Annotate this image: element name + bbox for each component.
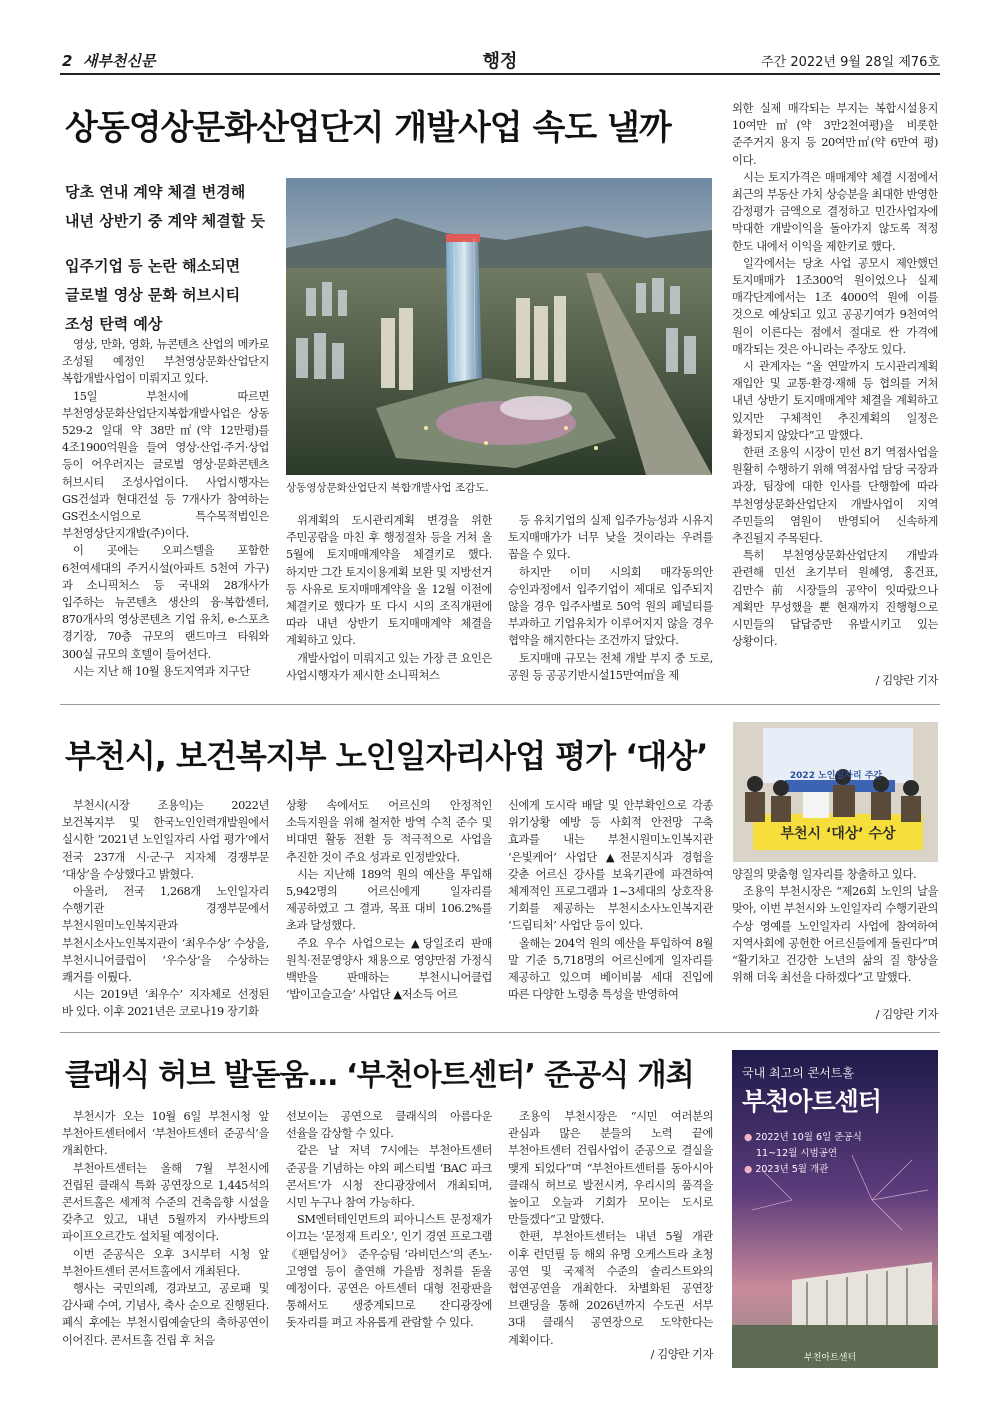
paragraph: 부천시(시장 조용익)는 2022년 보건복지부 및 한국노인인력개발원에서 실시한 ‘2021년 노인일자리 사업 평가’에서 전국 237개 시·군·구 지자체 경쟁부문 ‘대상’을 수상했다고 밝혔다. <box>62 799 269 881</box>
section-divider <box>60 1032 940 1033</box>
paragraph: 부천아트센터는 올해 7월 부천시에 건립된 클래식 특화 공연장으로 1,445석의 콘서트홀은 세계적 수준의 건축음향 시설을 갖추고 있고, 내년 5월까지 카사방트의 파이프오르간도 설치될 예정이다. <box>62 1161 269 1244</box>
article3-col1 <box>62 1108 269 1362</box>
issue-info: 주간 2022년 9월 28일 제76호 <box>761 55 940 70</box>
paragraph: 개발사업이 미뤄지고 있는 가장 큰 요인은 사업시행자가 제시한 소니픽쳐스 <box>286 651 492 682</box>
paragraph: 행사는 국민의례, 경과보고, 공로패 및 감사패 수여, 기념사, 축사 순으로 진행된다. 폐식 후에는 부천시립예술단의 축하공연이 이어진다. 콘서트홀 건립 후 처음 <box>62 1282 269 1347</box>
article3-byline: / 김양란 기자 <box>650 1348 713 1361</box>
article3-headline: 클래식 허브 발돋움… ‘부천아트센터’ 준공식 개최 <box>65 1058 694 1093</box>
paragraph: 특히 부천영상문화산업단지 개발과 관련해 민선 초기부터 원혜영, 홍건표, 김만수 前 시장들의 공약이 잇따랐으나 계획만 무성했을 뿐 현재까지 진행형으로 시민들의 답답증만 유발시키고 있는 상황이다. <box>732 549 938 649</box>
paragraph: 시는 토지가격은 매매계약 체결 시점에서 최근의 부동산 가치 상승분을 최대한 반영한 감정평가 금액으로 결정하고 민간사업자에 막대한 개발이익을 돌아가지 않도록 적정 한도 내에서 이익을 제한키로 했다. <box>732 170 938 253</box>
paragraph: 등 유치기업의 실제 입주가능성과 시유지 토지매매가가 너무 낮을 것이라는 우려를 꼽을 수 있다. <box>508 514 713 562</box>
photo-banner-top: 2022 노인일자리 주간 <box>789 771 883 781</box>
poster-kicker: 국내 최고의 콘서트홀 <box>742 1066 854 1080</box>
paragraph: 영상, 만화, 영화, 뉴콘텐츠 산업의 메카로 조성될 예정인 부천영상문화산업단지 복합개발사업이 미뤄지고 있다. <box>62 338 269 386</box>
subhead: 입주기업 등 논란 해소되면 <box>65 257 241 275</box>
article2-col4 <box>732 866 938 1011</box>
article3-col2 <box>286 1108 492 1362</box>
subhead: 글로벌 영상 문화 허브시티 <box>65 286 241 304</box>
poster-schedule-item: 11~12월 시범공연 <box>756 1148 838 1159</box>
paragraph: SM엔터테인먼트의 피아니스트 문정재가 이끄는 ‘문정재 트리오’, 인기 경연 프로그램 《팬텀싱어》 준우승팀 ‘라비던스’의 존노·고영열 등이 출연해 가을밤 정취를 돋울 예정이다. 공연은 아트센터 대형 전광판을 통해서도 생중계되므로 잔디광장에 돗자리를 펴고 자유롭게 관람할 수 있다. <box>286 1213 492 1330</box>
paragraph: 신에게 도시락 배달 및 안부확인으로 각종 위기상황 예방 등 사회적 안전망 구축 효과를 내는 부천시원미노인복지관 ‘은빛케어’ 사업단 ▲전문지식과 경험을 갖춘 어르신 강사를 보육기관에 파견하여 체계적인 프로그램과 1~3세대의 상호작용 기회를 제공하는 부천시소사노인복지관 ‘드림티처’ 사업단 등이 있다. <box>508 799 713 933</box>
poster-schedule-item: ● 2022년 10월 6일 준공식 <box>744 1132 862 1143</box>
paragraph: 시는 지난해 189억 원의 예산을 투입해 5,942명의 어르신에게 일자리를 제공하였고 그 결과, 목표 대비 106.2%를 초과 달성했다. <box>286 867 492 933</box>
subhead: 당초 연내 계약 체결 변경해 <box>65 183 246 201</box>
article2-byline: / 김양란 기자 <box>875 1008 938 1021</box>
article2-col1 <box>62 797 269 1025</box>
article2-headline: 부천시, 보건복지부 노인일자리사업 평가 ‘대상’ <box>65 737 708 775</box>
paragraph: 외한 실제 매각되는 부지는 복합시설용지 10여만㎡(약 3만2천여평)을 비롯한 준주거지 용지 등 20여만㎡(약 6만여 평)이다. <box>732 102 938 167</box>
subhead: 내년 상반기 중 계약 체결할 듯 <box>65 212 265 230</box>
article1-col1 <box>62 336 269 688</box>
article1-byline: / 김양란 기자 <box>875 674 938 687</box>
section-title: 행정 <box>482 51 518 72</box>
art-center-poster <box>732 1050 938 1368</box>
paragraph: 올해는 204억 원의 예산을 투입하여 8월 말 기준 5,718명의 어르신에게 일자리를 제공하고 있으며 베이비붐 세대 진입에 따른 다양한 노령층 특성을 반영하여 <box>508 936 713 1002</box>
paragraph: 부천시가 오는 10월 6일 부천시청 앞 부천아트센터에서 ‘부천아트센터 준공식’을 개최한다. <box>62 1110 269 1158</box>
paragraph: 양질의 맞춤형 일자리를 창출하고 있다. <box>732 868 917 881</box>
paragraph: 토지매매 규모는 전체 개발 부지 중 도로, 공원 등 공공기반시설15만여㎡을 제 <box>508 651 713 682</box>
article2-col3 <box>508 797 713 1025</box>
article1-headline: 상동영상문화산업단지 개발사업 속도 낼까 <box>65 108 671 148</box>
paragraph: 주요 우수 사업으로는 ▲당일조리 판매 원칙·전문영양사 채용으로 영양만점 가정식 백반을 판매하는 부천시니어클럽 ‘밥이고슬고슬’ 사업단 ▲저소득 어르 <box>286 936 492 1002</box>
section-divider <box>60 704 940 705</box>
paragraph: 한편, 부천아트센터는 내년 5월 개관 이후 런던필 등 해외 유명 오케스트라 초청 공연 및 국제적 수준의 솔리스트와의 협연공연을 개최한다. 차별화된 공연장 브랜딩을 통해 2026년까지 수도권 서부 3대 클래식 공연장으로 도약한다는 계획이다. <box>508 1230 713 1347</box>
poster-footer-logo: 부천아트센터 <box>804 1353 857 1363</box>
paragraph: 같은 날 저녁 7시에는 부천아트센터 준공을 기념하는 야외 페스티벌 ‘BAC 파크 콘서트’가 시청 잔디광장에서 개최되며, 시민 누구나 참여 가능하다. <box>286 1144 492 1210</box>
paragraph: 이번 준공식은 오후 3시부터 시청 앞 부천아트센터 콘서트홀에서 개최된다. <box>62 1247 269 1278</box>
photo-award-banner: 부천시 ‘대상’ 수상 <box>780 826 896 842</box>
page-number: 2 <box>62 52 73 70</box>
poster-title: 부천아트센터 <box>742 1087 881 1116</box>
paragraph: 위계획의 도시관리계획 변경을 위한 주민공람을 마친 후 행정절차 등을 거쳐 올 5월에 토지매매계약을 체결키로 했다. 하지만 그간 토지이용계획 보완 및 지방선거 등 사유로 토지매매계약을 올 12월 이전에 체결키로 했다가 또 다시 시의 조직개편에 따라 내년 상반기 토지매매계약 체결을 계획하고 있다. <box>286 514 492 648</box>
article1-col3 <box>508 512 713 688</box>
award-ceremony-photo <box>733 722 938 862</box>
article1-col4 <box>732 100 938 672</box>
paragraph: 조용익 부천시장은 “제26회 노인의 날을 맞아, 이번 부천시와 노인일자리 수행기관의 수상 영예를 노인일자리 사업에 참여하여 지역사회에 공헌한 어르신들에게 돌린다”며 “활기차고 건강한 노년의 삶의 질 향상을 위해 더욱 최선을 다하겠다”고 말했다. <box>732 885 938 985</box>
photo-caption: 상동영상문화산업단지 복합개발사업 조감도. <box>286 482 489 494</box>
article1-subheads <box>65 178 270 339</box>
paragraph: 선보이는 공연으로 클래식의 아름다운 선율을 감상할 수 있다. <box>286 1110 492 1141</box>
paragraph: 시 관계자는 “올 연말까지 도시관리계획 재입안 및 교통·환경·재해 등 협의를 거쳐 내년 상반기 토지매매계약 체결을 계획하고 있지만 구체적인 추진계획의 일정은 확정되지 않았다”고 말했다. <box>732 360 938 442</box>
article1-col2 <box>286 512 492 688</box>
paragraph: 시는 2019년 ‘최우수’ 지자체로 선정된 바 있다. 이후 2021년은 코로나19 장기화 <box>62 988 269 1019</box>
paragraph: 조용익 부천시장은 “시민 여러분의 관심과 많은 분들의 노력 끝에 부천아트센터 건립사업이 준공으로 결실을 맺게 되었다”며 “부천아트센터를 동아시아 클래식 허브로 발전시켜, 우리시의 품격을 높이고 오늘과 기회가 모이는 도시로 만들겠다”고 말했다. <box>508 1110 713 1227</box>
paragraph: 상황 속에서도 어르신의 안정적인 소득지원을 위해 철저한 방역 수칙 준수 및 비대면 활동 전환 등 적극적으로 사업을 추진한 것이 주요 성과로 인정받았다. <box>286 799 492 864</box>
paragraph: 일각에서는 당초 사업 공모시 제안했던 토지매매가 1조300억 원이었으나 실제 매각단계에서는 1조 4000억 원에 이를 것으로 예상되고 있고 공공기여가 9천여억 원이 이른다는 점에서 절대로 싼 가격에 매각되는 것은 아니라는 주장도 있다. <box>732 256 938 356</box>
poster-schedule <box>744 1130 862 1178</box>
subhead: 조성 탄력 예상 <box>65 315 163 333</box>
paper-name: 새부천신문 <box>82 52 156 70</box>
paragraph: 이 곳에는 오피스텔을 포함한 6천여세대의 주거시설(아파트 5천여 가구)과 소니픽처스 등 국내외 28개사가 입주하는 뉴콘텐츠 생산의 융·복합센터, 870개사의 영상콘텐츠 기업 유치, e-스포츠 경기장, 70층 규모의 랜드마크 타워와 300실 규모의 호텔이 들어선다. <box>62 544 269 661</box>
paragraph: 15일 부천시에 따르면 부천영상문화산업단지복합개발사업은 상동 529-2 일대 약 38만㎡(약 12만평)를 4조1900억원을 들여 영상·산업·주거·상업 등이 어우러지는 글로벌 영상·문화콘텐츠 허브시티 조성사업이다. 사업시행자는 GS건설과 현대건설 등 7개사가 참여하는 GS컨소시엄으로 특수목적법인은 부천영상단지개발(주)이다. <box>62 389 269 541</box>
poster-schedule-item: ● 2023년 5월 개관 <box>744 1164 829 1175</box>
article2-col2 <box>286 797 492 1025</box>
paragraph: 시는 지난 해 10월 용도지역과 지구단 <box>73 664 250 678</box>
header-rule <box>60 73 940 75</box>
paragraph: 하지만 이미 시의회 매각동의안 승인과정에서 입주기업이 제대로 입주되지 않을 경우 입주사별로 50억 원의 페널티를 부과하고 기업유치가 이루어지지 않을 경우 협약을 해지한다는 조건까지 달았다. <box>508 565 713 648</box>
paragraph: 아울러, 전국 1,268개 노인일자리 수행기관 경쟁부문에서 부천시원미노인복지관과 부천시소사노인복지관이 ‘최우수상’ 수상을, 부천시니어클럽이 ‘우수상’을 수상하는 쾌거를 이뤘다. <box>62 885 269 985</box>
article3-col3 <box>508 1108 713 1362</box>
paragraph: 한편 조용익 시장이 민선 8기 역점사업을 원활히 수행하기 위해 역점사업 담당 국장과 과장, 팀장에 대한 인사를 단행함에 따라 부천영상문화산업단지 개발사업이 지역 주민들의 염원이 반영되어 신속하게 추진될지 주목된다. <box>732 446 938 546</box>
aerial-rendering-photo <box>286 178 712 475</box>
